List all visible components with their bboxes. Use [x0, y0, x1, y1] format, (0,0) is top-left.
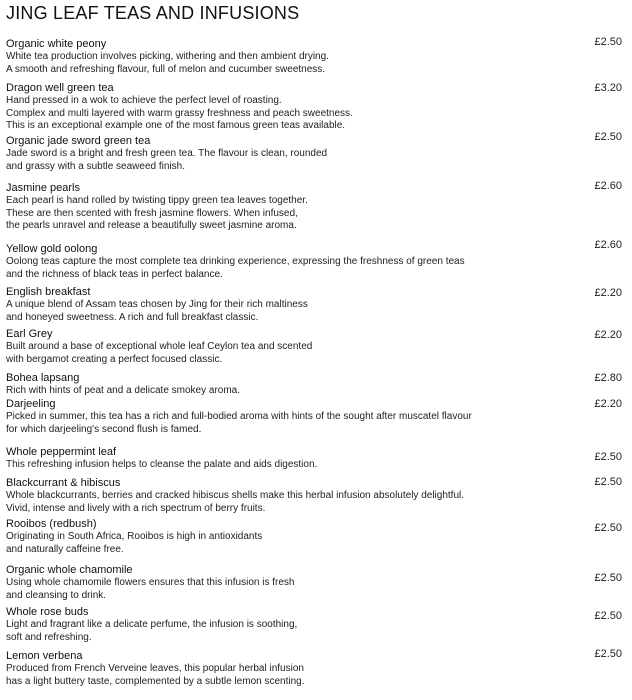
- menu-item: [6, 82, 566, 133]
- item-name: Darjeeling: [6, 398, 56, 410]
- item-name: English breakfast: [6, 286, 91, 298]
- item-price: £2.20: [594, 398, 622, 410]
- menu-title: JING LEAF TEAS AND INFUSIONS: [6, 3, 300, 23]
- item-description: Whole blackcurrants, berries and cracked hibiscus shells make this herbal infusion absolutely delightful. Vivid, intense and lively with a rich spectrum of berry fruits.: [6, 490, 465, 514]
- item-name: Lemon verbena: [6, 650, 83, 662]
- item-name: Whole peppermint leaf: [6, 446, 117, 458]
- item-description: Oolong teas capture the most complete tea drinking experience, expressing the freshness of green teas and the richness of black teas in perfect balance.: [6, 256, 465, 280]
- menu-item: [6, 398, 566, 436]
- menu-item: [6, 372, 566, 398]
- item-name: Organic whole chamomile: [6, 564, 133, 576]
- item-description: Originating in South Africa, Rooibos is high in antioxidants and naturally caffeine free.: [6, 531, 263, 555]
- item-description: White tea production involves picking, withering and then ambient drying. A smooth and refreshing flavour, full of melon and cucumber sweetness.: [6, 51, 329, 75]
- menu-item: [6, 606, 566, 644]
- item-price: £2.50: [594, 476, 622, 488]
- item-price: £2.50: [594, 522, 622, 534]
- item-description: A unique blend of Assam teas chosen by Jing for their rich maltiness and honeyed sweetness. A rich and full breakfast classic.: [6, 299, 308, 323]
- menu-item: [6, 328, 566, 366]
- item-price: £2.50: [594, 451, 622, 463]
- item-price: £2.50: [594, 648, 622, 660]
- item-description: Light and fragrant like a delicate perfume, the infusion is soothing, soft and refreshing.: [6, 619, 298, 643]
- item-description: This refreshing infusion helps to cleanse the palate and aids digestion.: [6, 459, 318, 470]
- item-price: £2.60: [594, 180, 622, 192]
- item-name: Yellow gold oolong: [6, 243, 98, 255]
- item-name: Organic white peony: [6, 38, 107, 50]
- item-price: £2.80: [594, 372, 622, 384]
- menu-item: [6, 182, 566, 233]
- item-price: £2.60: [594, 239, 622, 251]
- item-price: £2.50: [594, 36, 622, 48]
- item-name: Whole rose buds: [6, 606, 89, 618]
- item-price: £2.20: [594, 329, 622, 341]
- item-name: Earl Grey: [6, 328, 53, 340]
- item-description: Jade sword is a bright and fresh green tea. The flavour is clean, rounded and grassy with a subtle seaweed finish.: [6, 148, 328, 172]
- menu-item: [6, 243, 566, 281]
- menu-item: [6, 446, 566, 472]
- menu-item: [6, 564, 566, 602]
- item-name: Jasmine pearls: [6, 182, 80, 194]
- menu-item: [6, 518, 566, 556]
- item-price: £2.20: [594, 287, 622, 299]
- menu-item: [6, 286, 566, 324]
- menu-item: [6, 135, 566, 173]
- menu-item: [6, 38, 566, 76]
- item-description: Hand pressed in a wok to achieve the perfect level of roasting. Complex and multi layered with warm grassy freshness and peach sweetness. This is an exceptional example one of the most famous green teas available.: [6, 95, 353, 131]
- item-description: Picked in summer, this tea has a rich and full-bodied aroma with hints of the sought after muscatel flavour for which darjeeling's second flush is famed.: [6, 411, 472, 435]
- item-name: Bohea lapsang: [6, 372, 80, 384]
- item-description: Each pearl is hand rolled by twisting tippy green tea leaves together. These are then scented with fresh jasmine flowers. When infused, the pearls unravel and release a beautifully sweet jasmine aroma.: [6, 195, 308, 231]
- item-name: Organic jade sword green tea: [6, 135, 151, 147]
- item-description: Built around a base of exceptional whole leaf Ceylon tea and scented with bergamot creating a perfect focused classic.: [6, 341, 313, 365]
- item-name: Dragon well green tea: [6, 82, 114, 94]
- item-price: £2.50: [594, 610, 622, 622]
- item-price: £3.20: [594, 82, 622, 94]
- item-description: Using whole chamomile flowers ensures that this infusion is fresh and cleansing to drink.: [6, 577, 295, 601]
- item-name: Blackcurrant & hibiscus: [6, 477, 121, 489]
- item-description: Rich with hints of peat and a delicate smokey aroma.: [6, 385, 241, 396]
- item-description: Produced from French Verveine leaves, this popular herbal infusion has a light buttery taste, complemented by a subtle lemon scenting.: [6, 663, 305, 687]
- item-name: Rooibos (redbush): [6, 518, 97, 530]
- menu-item: [6, 650, 566, 688]
- item-price: £2.50: [594, 572, 622, 584]
- item-price: £2.50: [594, 131, 622, 143]
- menu-item: [6, 477, 566, 515]
